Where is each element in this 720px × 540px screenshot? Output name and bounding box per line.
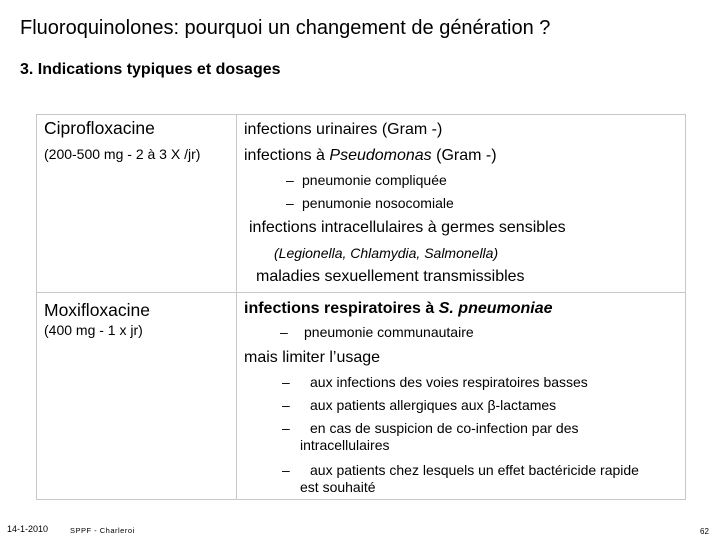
footer-organization: SPPF - Charleroi <box>70 526 135 535</box>
section-subtitle: 3. Indications typiques et dosages <box>20 61 281 78</box>
moxi-limit-item: aux infections des voies respiratoires basses <box>310 374 588 390</box>
moxi-name: Moxifloxacine <box>44 300 151 320</box>
dash-bullet: – <box>280 324 288 340</box>
cipro-intracellular-note: (Legionella, Chlamydia, Salmonella) <box>274 245 499 261</box>
moxi-indication-respiratory <box>244 300 553 318</box>
cipro-ind2-pre: infections à <box>244 147 330 164</box>
cipro-indication-intracellular: infections intracellulaires à germes sensibles <box>249 219 566 236</box>
dash-bullet: – <box>286 172 294 188</box>
table-row-divider <box>36 292 686 293</box>
moxi-limit-heading: mais limiter l’usage <box>244 349 381 366</box>
moxi-limit-item: en cas de suspicion de co-infection par des intracellulaires <box>300 420 579 453</box>
cipro-name: Ciprofloxacine <box>44 118 155 138</box>
moxi-sub-item: pneumonie communautaire <box>304 324 474 340</box>
moxi-dose: (400 mg - 1 x jr) <box>44 322 143 338</box>
moxi-limit-item: aux patients allergiques aux β-lactames <box>310 397 557 413</box>
moxi-ind1-pre: infections respiratoires à <box>244 300 439 317</box>
cipro-ind2-italic: Pseudomonas <box>329 147 432 164</box>
dash-bullet: – <box>282 397 290 413</box>
dash-bullet: – <box>282 420 290 436</box>
cipro-ind2-post: (Gram -) <box>431 147 497 164</box>
cipro-sub-item: pneumonie compliquée <box>302 172 447 188</box>
table-column-divider <box>236 114 237 500</box>
moxi-limit-item: aux patients chez lesquels un effet bactéricide rapide est souhaité <box>300 462 639 495</box>
cipro-dose: (200-500 mg - 2 à 3 X /jr) <box>44 146 201 162</box>
moxi-ind1-italic: S. pneumoniae <box>438 300 553 317</box>
cipro-sub-item: penumonie nosocomiale <box>302 195 454 211</box>
cipro-indication-urinary: infections urinaires (Gram -) <box>244 121 443 138</box>
dash-bullet: – <box>286 195 294 211</box>
page-number: 62 <box>700 527 709 536</box>
dash-bullet: – <box>282 462 290 478</box>
footer-date: 14-1-2010 <box>7 524 49 534</box>
page-title: Fluoroquinolones: pourquoi un changement de génération ? <box>20 17 551 39</box>
dash-bullet: – <box>282 374 290 390</box>
cipro-indication-pseudomonas <box>244 147 497 165</box>
cipro-indication-std: maladies sexuellement transmissibles <box>256 268 525 285</box>
